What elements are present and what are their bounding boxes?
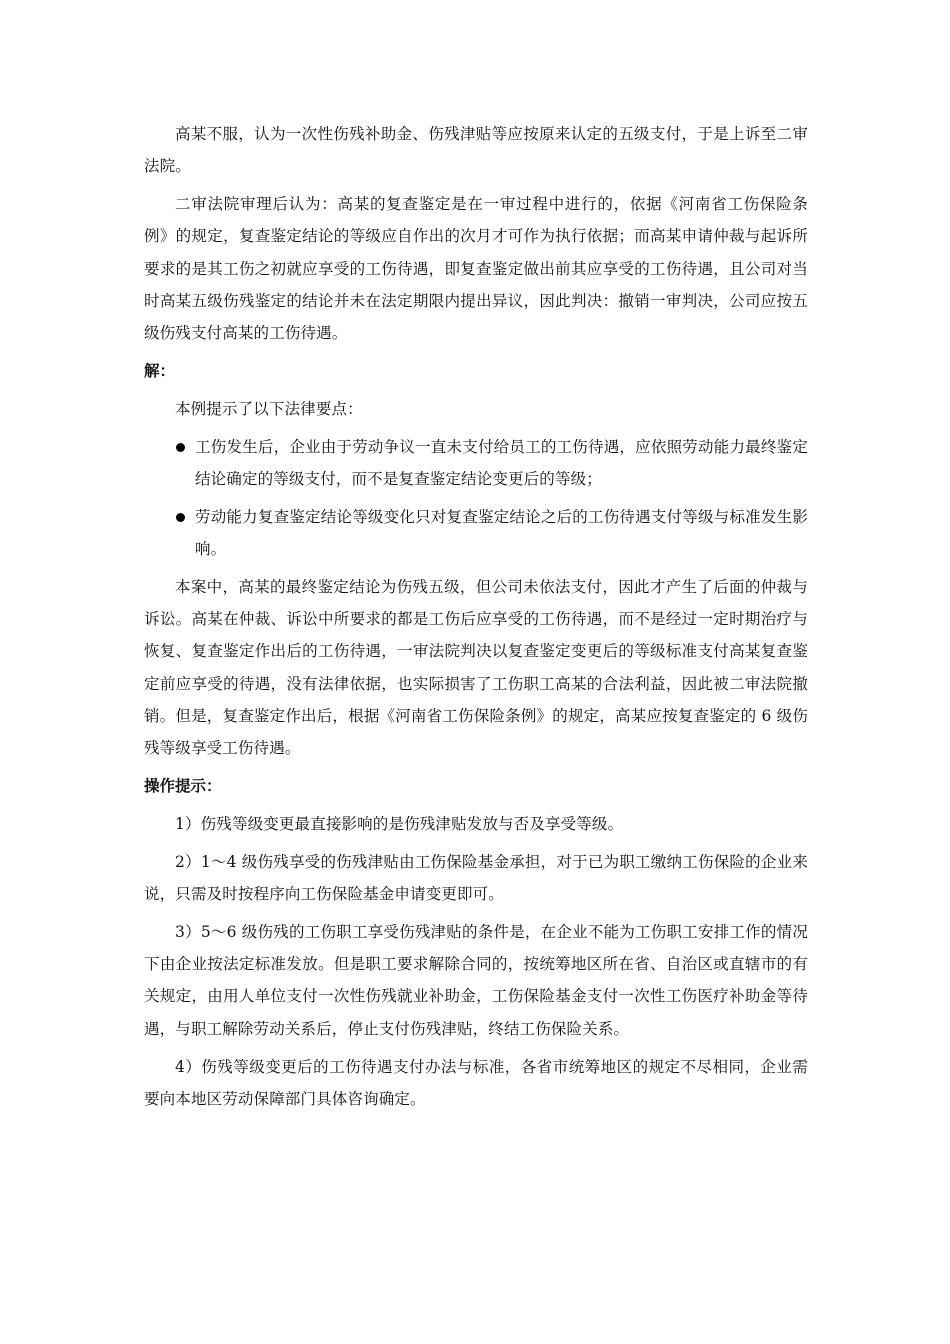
legal-point-item bbox=[144, 431, 808, 496]
legal-point-item bbox=[144, 501, 808, 566]
document-body bbox=[144, 118, 808, 1121]
tip-item: 4）伤残等级变更后的工伤待遇支付办法与标准，各省市统筹地区的规定不尽相同，企业需要向本地区劳动保障部门具体咨询确定。 bbox=[144, 1057, 808, 1108]
paragraph-appeal: 高某不服，认为一次性伤残补助金、伤残津贴等应按原来认定的五级支付，于是上诉至二审法院。 bbox=[144, 125, 808, 176]
case-analysis: 本案中，高某的最终鉴定结论为伤残五级，但公司未依法支付，因此才产生了后面的仲裁与诉讼。高某在仲裁、诉讼中所要求的都是工伤后应享受的工伤待遇，而不是经过一定时期治疗与恢复、复查鉴定作出后的工伤待遇，一审法院判决以复查鉴定变更后的等级标准支付高某复查鉴定前应享受的待遇，没有法律依据，也实际损害了工伤职工高某的合法利益，因此被二审法院撤销。但是，复查鉴定作出后，根据《河南省工伤保险条例》的规定，高某应按复查鉴定的 6 级伤残等级享受工伤待遇。 bbox=[144, 577, 808, 758]
solution-intro: 本例提示了以下法律要点： bbox=[175, 399, 363, 418]
tip-item: 2）1～4 级伤残享受的伤残津贴由工伤保险基金承担，对于已为职工缴纳工伤保险的企业来说，只需及时按程序向工伤保险基金申请变更即可。 bbox=[144, 852, 808, 904]
tip-item: 3）5～6 级伤残的工伤职工享受伤残津贴的条件是，在企业不能为工伤职工安排工作的情况下由企业按法定标准发放。但是职工要求解除合同的，按统筹地区所在省、自治区或直辖市的有关规定，由用人单位支付一次性伤残就业补助金，工伤保险基金支付一次性工伤医疗补助金等待遇，与职工解除劳动关系后，停止支付伤残津贴，终结工伤保险关系。 bbox=[144, 922, 808, 1038]
tip-item: 1）伤残等级变更最直接影响的是伤残津贴发放与否及享受等级。 bbox=[175, 814, 624, 833]
tips-heading: 操作提示： bbox=[144, 777, 222, 796]
bullet-dot-icon bbox=[176, 443, 185, 452]
paragraph-second-trial: 二审法院审理后认为：高某的复查鉴定是在一审过程中进行的，依据《河南省工伤保险条例》的规定，复查鉴定结论的等级应自作出的次月才可作为执行依据；而高某申请仲裁与起诉所要求的是其工伤之初就应享受的工伤待遇，即复查鉴定做出前其应享受的工伤待遇，且公司对当时高某五级伤残鉴定的结论并未在法定期限内提出异议，因此判决：撤销一审判决，公司应按五级伤残支付高某的工伤待遇。 bbox=[144, 195, 808, 343]
bullet-dot-icon bbox=[176, 513, 185, 522]
legal-point-text: 劳动能力复查鉴定结论等级变化只对复查鉴定结论之后的工伤待遇支付等级与标准发生影响。 bbox=[195, 507, 808, 559]
solution-heading: 解： bbox=[144, 362, 176, 381]
legal-point-text: 工伤发生后，企业由于劳动争议一直未支付给员工的工伤待遇，应依照劳动能力最终鉴定结论确定的等级支付，而不是复查鉴定结论变更后的等级； bbox=[195, 437, 808, 488]
